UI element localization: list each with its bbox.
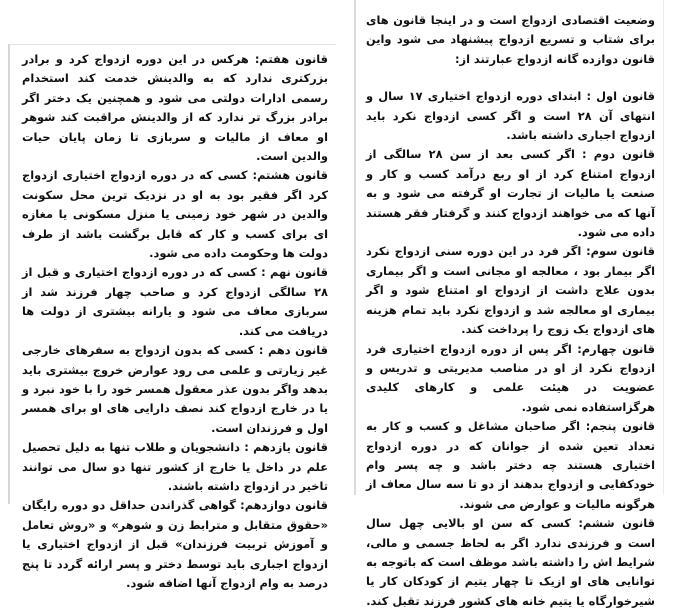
law-title: قانون هشتم: bbox=[252, 168, 329, 183]
law-8 bbox=[22, 166, 328, 263]
law-4 bbox=[366, 340, 655, 418]
law-text: اگر پس از دوره ازدواج اختیاری فرد ازدواج نکرد از او در مناصب مدیریتی و تدریس و عضویت در هیئت علمی و کارهای کلیدی هرگزاستفاده نمی شود. bbox=[366, 341, 655, 414]
law-text: کسی که سن او بالایی چهل سال است و فرزندی ندارد اگر به لحاظ جسمی و مالی، شرایط اش را داشته باشد موظف است که باتوجه به توانایی های او ازیک تا چهار یتیم از کودکان کار یا شیرخوارگاه یا یتیم خانه های کشور فرزند تقبل کند. bbox=[366, 516, 655, 608]
right-page bbox=[354, 0, 664, 608]
law-text: ابتدای دوره ازدواج اختیاری ۱۷ سال و انتهای آن ۲۸ است و اگر کسی ازدواج نکرد باید ازدواج اجباری داشته باشد. bbox=[366, 89, 655, 143]
intro-paragraph: وضعیت اقتصادی ازدواج است و در اینجا قانون های برای شتاب و تسریع ازدواج پیشنهاد می شود واین قانون دوازده گانه ازدواج عبارتند از: bbox=[366, 13, 655, 66]
law-1 bbox=[366, 87, 655, 145]
law-title: قانون ششم: bbox=[578, 516, 656, 531]
law-text: اگر صاحبان مشاغل و کسب و کار به تعداد تعین شده از جوانان که در دوره ازدواج اختیاری هستند چه دختر باشد و چه پسر وام خودکفایی و ازدواج بدهند از دو تا سه سال معاف از هرگونه مالیات و عوارض می شوند. bbox=[366, 419, 655, 511]
law-3 bbox=[366, 242, 655, 339]
law-text: دانشجویان و طلاب تنها به دلیل تحصیل علم در داخل یا خارج از کشور تنها دو سال می توانند تاخیر در ازدواج داشته باشند. bbox=[22, 440, 328, 493]
law-title: قانون یازدهم : bbox=[244, 440, 328, 455]
law-7 bbox=[22, 50, 328, 166]
law-10 bbox=[22, 341, 328, 438]
law-title: قانون دوازدهم: bbox=[240, 498, 328, 513]
law-title: قانون اول : bbox=[586, 89, 656, 104]
paragraph-gap bbox=[366, 69, 655, 87]
law-11 bbox=[22, 438, 328, 496]
law-9 bbox=[22, 263, 328, 341]
law-title: قانون هفتم: bbox=[254, 52, 329, 66]
law-title: قانون دوم : bbox=[582, 147, 655, 162]
law-text: کسی که در دوره ازدواج اختیاری ازدواج کرد اگر فقیر بود به او در نزدیک ترین محل سکونت والدین در شهر خود زمینی یا منزل مسکونی یا مغازه ای برای کسب و کار که قابل برگشت باشد از طرف دولت ها وحکومت داده می شود. bbox=[22, 168, 328, 261]
left-page bbox=[8, 44, 336, 590]
law-text: اگر کسی بعد از سن ۲۸ سالگی از ازدواج امتناع کرد از او ربع درآمد کسب و کار و صنعت یا مالیات از تجارت او گرفته می شود و به آنها که می خواهند ازدواج کنند و گرفتار فقر هستند داده می شود. bbox=[366, 147, 655, 240]
law-12 bbox=[22, 496, 328, 593]
law-6 bbox=[366, 514, 655, 611]
law-text: کسی که در دوره ازدواج اختیاری و قبل از ۲۸ سالگی ازدواج کرد و صاحب چهار فرزند شد از سربازی معاف می شود و یارانه بیشتری از دولت ها دریافت می کند. bbox=[22, 265, 328, 338]
law-text: اگر فرد در این دوره سنی ازدواج نکرد اگر بیمار بود ، معالجه او مجانی است و اگر بیماری بدون علاج داشت از ازدواج او امتناع شود و اگر بیماری او معالجه شد و ازدواج نکرد باید تمام هزینه های ازدواج یک زوج را پرداخت کند. bbox=[366, 244, 655, 337]
law-text: گواهی گذراندن حداقل دو دوره رایگان «حقوق متقابل و مترابط زن و شوهر» و «روش تعامل و آموزش تربیت فرزندان» قبل از ازدواج اختیاری یا ازدواج اجباری باید توسط دختر و پسر ارائه گردد تا پنج درصد به وام ازدواج آنها اضافه شود. bbox=[22, 498, 328, 590]
law-title: قانون سوم: bbox=[586, 244, 656, 259]
law-text: کسی که بدون ازدواج به سفرهای خارجی غیر زیارتی و علمی می رود عوارض خروج بیشتری باید بدهد واگر بدون عذر معقول همسر خود را با خود نبرد و یا در خارج ازدواج کند نصف دارایی های او برای همسر اول و فرزندان است. bbox=[22, 343, 328, 435]
law-5 bbox=[366, 417, 655, 514]
law-title: قانون نهم : bbox=[261, 265, 328, 280]
law-title: قانون پنجم: bbox=[585, 419, 656, 434]
law-2 bbox=[366, 145, 655, 242]
law-title: قانون دهم : bbox=[258, 343, 329, 358]
law-text: هرکس در این دوره ازدواج کرد و برادر بزرکتری ندارد که به والدینش خدمت کند استخدام رسمی ادارات دولتی می شود و همچنین یک دختر اگر برادر بزرگ تر ندارد که از والدینش مراقبت کند شوهر او معاف از مالیات و سربازی تا زمان پایان حیات والدین است. bbox=[22, 52, 328, 164]
law-title: قانون چهارم: bbox=[577, 341, 656, 356]
